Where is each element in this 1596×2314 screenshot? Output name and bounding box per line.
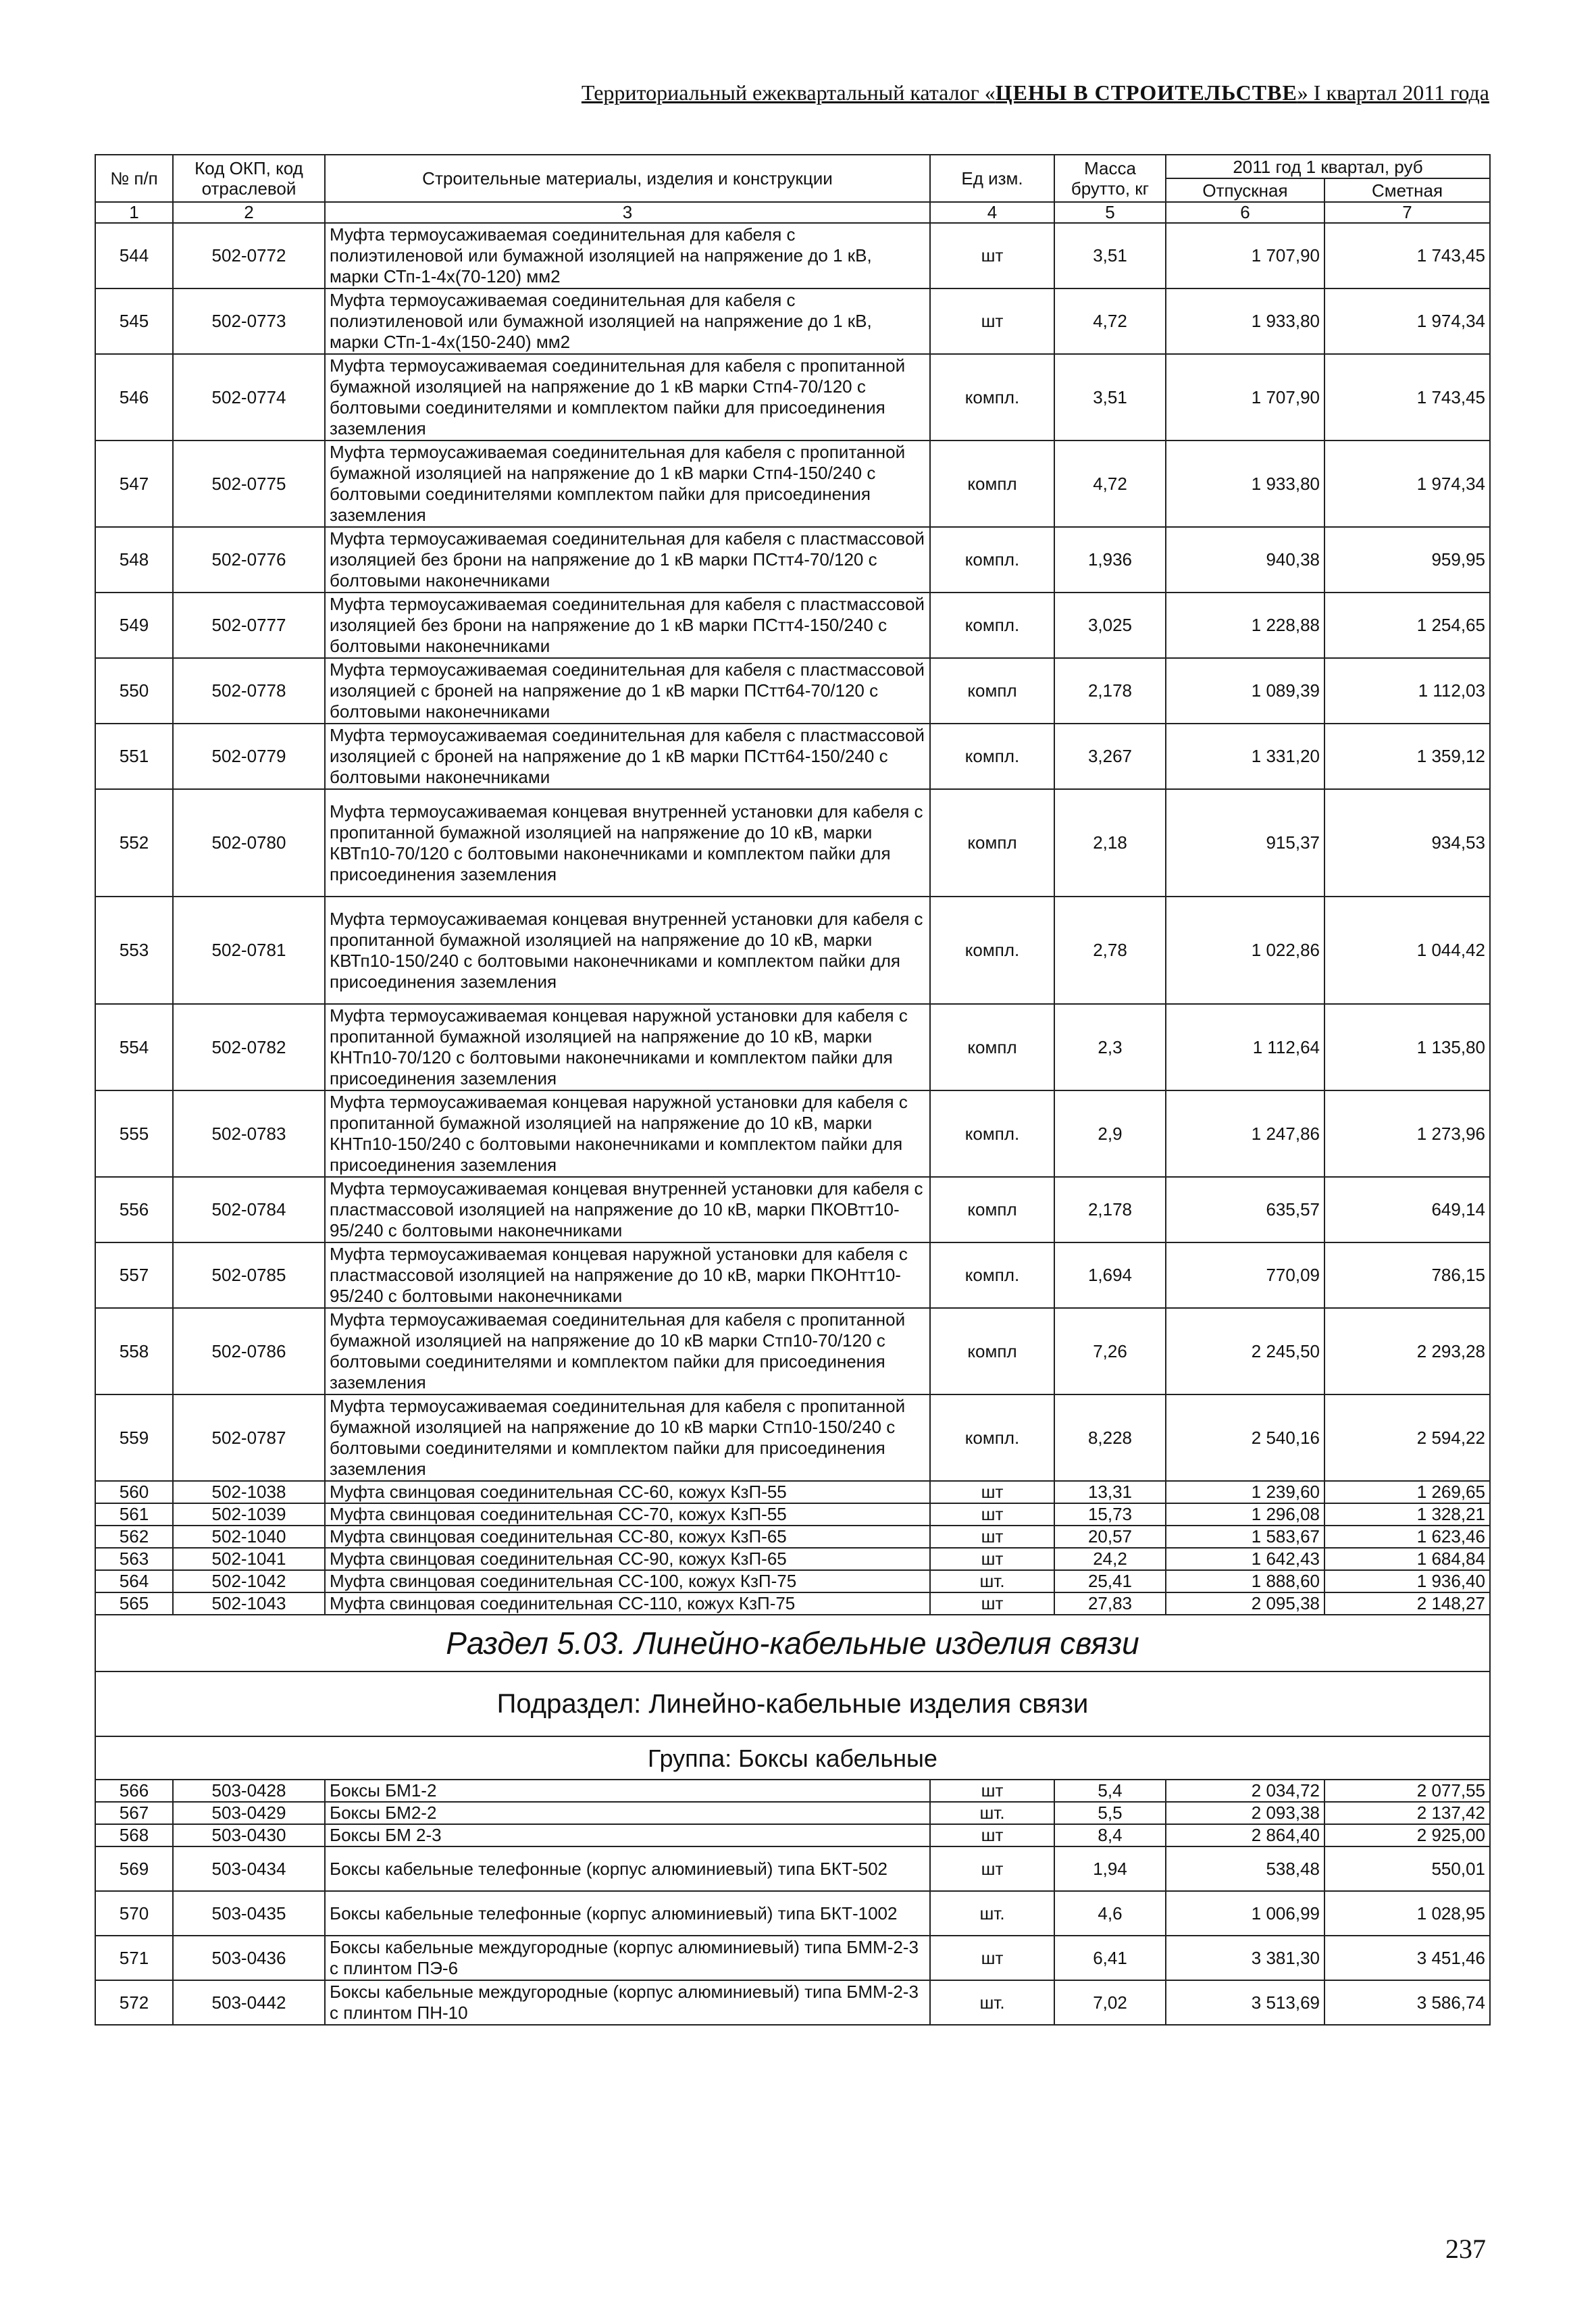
- cell-name: Боксы БМ2-2: [325, 1802, 930, 1824]
- cell-code: 502-1038: [173, 1481, 325, 1503]
- cell-name: Муфта свинцовая соединительная СС-80, кожух КзП-65: [325, 1526, 930, 1548]
- table-row: [95, 593, 1490, 658]
- cell-num: 559: [95, 1394, 173, 1481]
- cell-estimate: 934,53: [1324, 789, 1490, 897]
- cell-wholesale: 1 089,39: [1166, 658, 1324, 724]
- table-row: [95, 897, 1490, 1004]
- cell-wholesale: 2 034,72: [1166, 1780, 1324, 1802]
- table-row: [95, 288, 1490, 354]
- running-header: [95, 81, 1489, 104]
- cell-code: 502-0782: [173, 1004, 325, 1090]
- cell-name: Муфта термоусаживаемая соединительная для кабеля с пластмассовой изоляцией без брони на напряжение до 1 кВ марки ПСтт4-70/120 с болтовыми наконечниками: [325, 527, 930, 593]
- col-code-header: Код ОКП, код отраслевой: [173, 155, 325, 202]
- cell-code: 502-0779: [173, 724, 325, 789]
- cell-estimate: 1 684,84: [1324, 1548, 1490, 1570]
- col-wholesale-header: Отпускная: [1166, 178, 1324, 202]
- running-title-emph: ЦЕНЫ В СТРОИТЕЛЬСТВЕ: [995, 80, 1297, 105]
- cell-name: Муфта свинцовая соединительная СС-60, кожух КзП-55: [325, 1481, 930, 1503]
- cell-unit: шт: [930, 1780, 1054, 1802]
- cell-mass: 3,267: [1054, 724, 1166, 789]
- cell-mass: 5,5: [1054, 1802, 1166, 1824]
- cell-code: 503-0435: [173, 1891, 325, 1936]
- cell-name: Муфта термоусаживаемая соединительная для кабеля с пропитанной бумажной изоляцией на напряжение до 10 кВ марки Стп10-70/120 с болтовыми соединителями и комплектом пайки для присоединения заземления: [325, 1308, 930, 1394]
- table-row: [95, 527, 1490, 593]
- table-row: [95, 223, 1490, 288]
- cell-mass: 4,6: [1054, 1891, 1166, 1936]
- cell-num: 566: [95, 1780, 173, 1802]
- cell-unit: компл.: [930, 354, 1054, 441]
- cell-code: 502-0784: [173, 1177, 325, 1242]
- cell-estimate: 1 044,42: [1324, 897, 1490, 1004]
- cell-wholesale: 1 707,90: [1166, 223, 1324, 288]
- cell-mass: 15,73: [1054, 1503, 1166, 1526]
- cell-estimate: 1 273,96: [1324, 1090, 1490, 1177]
- col-name-header: Строительные материалы, изделия и конструкции: [325, 155, 930, 202]
- column-number: 5: [1054, 202, 1166, 223]
- cell-estimate: 1 112,03: [1324, 658, 1490, 724]
- col-price-group-header: 2011 год 1 квартал, руб: [1166, 155, 1490, 178]
- cell-estimate: 1 743,45: [1324, 223, 1490, 288]
- cell-mass: 3,025: [1054, 593, 1166, 658]
- table-row: [95, 1308, 1490, 1394]
- cell-num: 550: [95, 658, 173, 724]
- cell-wholesale: 2 864,40: [1166, 1824, 1324, 1846]
- cell-code: 502-0778: [173, 658, 325, 724]
- cell-name: Муфта термоусаживаемая соединительная для кабеля с пропитанной бумажной изоляцией на напряжение до 1 кВ марки Стп4-150/240 с болтовыми соединителями комплектом пайки для присоединения заземления: [325, 441, 930, 527]
- cell-wholesale: 538,48: [1166, 1846, 1324, 1891]
- cell-mass: 2,9: [1054, 1090, 1166, 1177]
- column-number-row: [95, 202, 1490, 223]
- cell-num: 560: [95, 1481, 173, 1503]
- section-title: Раздел 5.03. Линейно-кабельные изделия связи: [95, 1615, 1490, 1671]
- col-num-header: № п/п: [95, 155, 173, 202]
- cell-estimate: 649,14: [1324, 1177, 1490, 1242]
- cell-unit: компл: [930, 789, 1054, 897]
- cell-mass: 13,31: [1054, 1481, 1166, 1503]
- cell-unit: шт: [930, 223, 1054, 288]
- cell-wholesale: 1 933,80: [1166, 288, 1324, 354]
- table-row: [95, 441, 1490, 527]
- cell-num: 572: [95, 1980, 173, 2025]
- running-title-prefix: Территориальный ежеквартальный каталог «: [581, 80, 996, 105]
- cell-code: 502-0774: [173, 354, 325, 441]
- cell-num: 561: [95, 1503, 173, 1526]
- cell-code: 502-0772: [173, 223, 325, 288]
- cell-estimate: 1 328,21: [1324, 1503, 1490, 1526]
- cell-code: 502-0783: [173, 1090, 325, 1177]
- cell-unit: шт.: [930, 1802, 1054, 1824]
- subsection-row: [95, 1671, 1490, 1736]
- cell-code: 503-0430: [173, 1824, 325, 1846]
- cell-name: Муфта термоусаживаемая соединительная для кабеля с пропитанной бумажной изоляцией на напряжение до 10 кВ марки Стп10-150/240 с болтовыми соединителями и комплектом пайки для присоединения заземления: [325, 1394, 930, 1481]
- cell-estimate: 1 743,45: [1324, 354, 1490, 441]
- cell-num: 546: [95, 354, 173, 441]
- cell-num: 545: [95, 288, 173, 354]
- table-row: [95, 1242, 1490, 1308]
- table-row: [95, 724, 1490, 789]
- cell-mass: 2,178: [1054, 658, 1166, 724]
- cell-unit: компл.: [930, 1242, 1054, 1308]
- cell-name: Муфта термоусаживаемая соединительная для кабеля с пластмассовой изоляцией без брони на напряжение до 1 кВ марки ПСтт4-150/240 с болтовыми наконечниками: [325, 593, 930, 658]
- cell-num: 565: [95, 1592, 173, 1615]
- cell-estimate: 1 359,12: [1324, 724, 1490, 789]
- cell-wholesale: 635,57: [1166, 1177, 1324, 1242]
- cell-estimate: 1 936,40: [1324, 1570, 1490, 1592]
- cell-name: Муфта термоусаживаемая соединительная для кабеля с пластмассовой изоляцией с броней на напряжение до 1 кВ марки ПСтт64-70/120 с болтовыми наконечниками: [325, 658, 930, 724]
- cell-num: 564: [95, 1570, 173, 1592]
- table-row: [95, 1824, 1490, 1846]
- cell-name: Муфта термоусаживаемая соединительная для кабеля с пластмассовой изоляцией с броней на напряжение до 1 кВ марки ПСтт64-150/240 с болтовыми наконечниками: [325, 724, 930, 789]
- cell-wholesale: 1 247,86: [1166, 1090, 1324, 1177]
- table-row: [95, 1004, 1490, 1090]
- cell-name: Муфта свинцовая соединительная СС-90, кожух КзП-65: [325, 1548, 930, 1570]
- cell-name: Боксы кабельные телефонные (корпус алюминиевый) типа БКТ-502: [325, 1846, 930, 1891]
- cell-wholesale: 1 583,67: [1166, 1526, 1324, 1548]
- cell-wholesale: 1 006,99: [1166, 1891, 1324, 1936]
- cell-estimate: 3 586,74: [1324, 1980, 1490, 2025]
- cell-unit: компл: [930, 1004, 1054, 1090]
- table-row: [95, 1936, 1490, 1980]
- table-row: [95, 1548, 1490, 1570]
- cell-unit: компл: [930, 1177, 1054, 1242]
- cell-name: Муфта термоусаживаемая концевая наружной установки для кабеля с пластмассовой изоляцией на напряжение до 10 кВ, марки ПКОНтт10-95/240 с болтовыми наконечниками: [325, 1242, 930, 1308]
- cell-mass: 4,72: [1054, 441, 1166, 527]
- cell-mass: 1,936: [1054, 527, 1166, 593]
- cell-unit: компл: [930, 441, 1054, 527]
- cell-estimate: 1 974,34: [1324, 288, 1490, 354]
- price-catalog-table: [95, 154, 1491, 2026]
- cell-num: 557: [95, 1242, 173, 1308]
- cell-wholesale: 1 296,08: [1166, 1503, 1324, 1526]
- col-mass-header: Масса брутто, кг: [1054, 155, 1166, 202]
- cell-mass: 1,694: [1054, 1242, 1166, 1308]
- cell-mass: 4,72: [1054, 288, 1166, 354]
- section-row: [95, 1615, 1490, 1671]
- table-row: [95, 1891, 1490, 1936]
- table-row: [95, 658, 1490, 724]
- cell-unit: компл.: [930, 897, 1054, 1004]
- cell-estimate: 3 451,46: [1324, 1936, 1490, 1980]
- cell-estimate: 959,95: [1324, 527, 1490, 593]
- group-row: [95, 1736, 1490, 1780]
- cell-code: 502-1042: [173, 1570, 325, 1592]
- cell-mass: 1,94: [1054, 1846, 1166, 1891]
- cell-code: 503-0442: [173, 1980, 325, 2025]
- cell-wholesale: 915,37: [1166, 789, 1324, 897]
- cell-code: 502-0780: [173, 789, 325, 897]
- cell-mass: 8,4: [1054, 1824, 1166, 1846]
- cell-code: 502-0787: [173, 1394, 325, 1481]
- cell-wholesale: 1 642,43: [1166, 1548, 1324, 1570]
- cell-mass: 3,51: [1054, 354, 1166, 441]
- cell-mass: 6,41: [1054, 1936, 1166, 1980]
- cell-code: 502-0785: [173, 1242, 325, 1308]
- cell-name: Муфта свинцовая соединительная СС-110, кожух КзП-75: [325, 1592, 930, 1615]
- cell-code: 503-0436: [173, 1936, 325, 1980]
- cell-unit: компл: [930, 658, 1054, 724]
- cell-code: 502-0781: [173, 897, 325, 1004]
- cell-code: 503-0434: [173, 1846, 325, 1891]
- cell-num: 551: [95, 724, 173, 789]
- cell-unit: шт: [930, 1824, 1054, 1846]
- cell-unit: шт: [930, 1846, 1054, 1891]
- cell-name: Боксы кабельные междугородные (корпус алюминиевый) типа БММ-2-3 с плинтом ПН-10: [325, 1980, 930, 2025]
- column-number: 2: [173, 202, 325, 223]
- running-title-suffix: » I квартал 2011 года: [1297, 80, 1489, 105]
- cell-unit: компл.: [930, 1090, 1054, 1177]
- cell-num: 563: [95, 1548, 173, 1570]
- cell-unit: компл.: [930, 1394, 1054, 1481]
- cell-num: 554: [95, 1004, 173, 1090]
- cell-num: 552: [95, 789, 173, 897]
- cell-code: 502-0786: [173, 1308, 325, 1394]
- cell-unit: компл: [930, 1308, 1054, 1394]
- cell-mass: 2,3: [1054, 1004, 1166, 1090]
- table-row: [95, 1177, 1490, 1242]
- cell-name: Муфта термоусаживаемая концевая наружной установки для кабеля с пропитанной бумажной изоляцией на напряжение до 10 кВ, марки КНТп10-150/240 с болтовыми наконечниками и комплектом пайки для присоединения заземления: [325, 1090, 930, 1177]
- cell-name: Муфта свинцовая соединительная СС-100, кожух КзП-75: [325, 1570, 930, 1592]
- cell-num: 570: [95, 1891, 173, 1936]
- cell-estimate: 786,15: [1324, 1242, 1490, 1308]
- cell-num: 547: [95, 441, 173, 527]
- cell-name: Муфта свинцовая соединительная СС-70, кожух КзП-55: [325, 1503, 930, 1526]
- cell-wholesale: 2 540,16: [1166, 1394, 1324, 1481]
- cell-unit: шт: [930, 1548, 1054, 1570]
- cell-unit: шт.: [930, 1891, 1054, 1936]
- cell-mass: 27,83: [1054, 1592, 1166, 1615]
- cell-num: 555: [95, 1090, 173, 1177]
- column-number: 7: [1324, 202, 1490, 223]
- cell-wholesale: 2 095,38: [1166, 1592, 1324, 1615]
- column-number: 4: [930, 202, 1054, 223]
- column-number: 6: [1166, 202, 1324, 223]
- cell-code: 502-1041: [173, 1548, 325, 1570]
- cell-code: 502-1043: [173, 1592, 325, 1615]
- cell-name: Боксы кабельные междугородные (корпус алюминиевый) типа БММ-2-3 с плинтом ПЭ-6: [325, 1936, 930, 1980]
- col-unit-header: Ед изм.: [930, 155, 1054, 202]
- cell-mass: 3,51: [1054, 223, 1166, 288]
- cell-estimate: 2 077,55: [1324, 1780, 1490, 1802]
- cell-code: 502-1039: [173, 1503, 325, 1526]
- cell-wholesale: 1 331,20: [1166, 724, 1324, 789]
- cell-code: 502-0775: [173, 441, 325, 527]
- cell-code: 503-0429: [173, 1802, 325, 1824]
- cell-wholesale: 3 513,69: [1166, 1980, 1324, 2025]
- cell-wholesale: 1 933,80: [1166, 441, 1324, 527]
- table-row: [95, 1526, 1490, 1548]
- cell-num: 548: [95, 527, 173, 593]
- cell-num: 568: [95, 1824, 173, 1846]
- cell-wholesale: 3 381,30: [1166, 1936, 1324, 1980]
- cell-estimate: 550,01: [1324, 1846, 1490, 1891]
- cell-mass: 2,18: [1054, 789, 1166, 897]
- cell-unit: компл.: [930, 724, 1054, 789]
- cell-code: 502-1040: [173, 1526, 325, 1548]
- cell-num: 556: [95, 1177, 173, 1242]
- cell-wholesale: 1 239,60: [1166, 1481, 1324, 1503]
- cell-wholesale: 2 245,50: [1166, 1308, 1324, 1394]
- cell-mass: 7,26: [1054, 1308, 1166, 1394]
- cell-name: Муфта термоусаживаемая концевая внутренней установки для кабеля с пропитанной бумажной изоляцией на напряжение до 10 кВ, марки КВТп10-70/120 с болтовыми наконечниками и комплектом пайки для присоединения заземления: [325, 789, 930, 897]
- cell-mass: 5,4: [1054, 1780, 1166, 1802]
- table-row: [95, 1481, 1490, 1503]
- table-row: [95, 1846, 1490, 1891]
- cell-unit: шт: [930, 1481, 1054, 1503]
- cell-name: Боксы кабельные телефонные (корпус алюминиевый) типа БКТ-1002: [325, 1891, 930, 1936]
- col-estimate-header: Сметная: [1324, 178, 1490, 202]
- cell-num: 567: [95, 1802, 173, 1824]
- cell-estimate: 2 293,28: [1324, 1308, 1490, 1394]
- table-row: [95, 1570, 1490, 1592]
- cell-unit: компл.: [930, 593, 1054, 658]
- cell-wholesale: 1 888,60: [1166, 1570, 1324, 1592]
- cell-wholesale: 2 093,38: [1166, 1802, 1324, 1824]
- cell-unit: шт.: [930, 1980, 1054, 2025]
- cell-num: 558: [95, 1308, 173, 1394]
- cell-wholesale: 1 022,86: [1166, 897, 1324, 1004]
- cell-estimate: 1 135,80: [1324, 1004, 1490, 1090]
- table-row: [95, 1090, 1490, 1177]
- cell-name: Боксы БМ 2-3: [325, 1824, 930, 1846]
- table-row: [95, 789, 1490, 897]
- cell-unit: шт: [930, 288, 1054, 354]
- cell-estimate: 1 269,65: [1324, 1481, 1490, 1503]
- cell-name: Муфта термоусаживаемая концевая внутренней установки для кабеля с пластмассовой изоляцией на напряжение до 10 кВ, марки ПКОВтт10-95/240 с болтовыми наконечниками: [325, 1177, 930, 1242]
- cell-wholesale: 770,09: [1166, 1242, 1324, 1308]
- cell-name: Муфта термоусаживаемая концевая внутренней установки для кабеля с пропитанной бумажной изоляцией на напряжение до 10 кВ, марки КВТп10-150/240 с болтовыми наконечниками и комплектом пайки для присоединения заземления: [325, 897, 930, 1004]
- cell-name: Муфта термоусаживаемая соединительная для кабеля с полиэтиленовой или бумажной изоляцией на напряжение до 1 кВ, марки СТп-1-4х(70-120) мм2: [325, 223, 930, 288]
- cell-estimate: 1 974,34: [1324, 441, 1490, 527]
- cell-unit: шт: [930, 1936, 1054, 1980]
- cell-name: Муфта термоусаживаемая соединительная для кабеля с пропитанной бумажной изоляцией на напряжение до 1 кВ марки Стп4-70/120 с болтовыми соединителями и комплектом пайки для присоединения заземления: [325, 354, 930, 441]
- cell-estimate: 1 028,95: [1324, 1891, 1490, 1936]
- cell-unit: компл.: [930, 527, 1054, 593]
- cell-name: Муфта термоусаживаемая концевая наружной установки для кабеля с пропитанной бумажной изоляцией на напряжение до 10 кВ, марки КНТп10-70/120 с болтовыми наконечниками и комплектом пайки для присоединения заземления: [325, 1004, 930, 1090]
- header-row: [95, 155, 1490, 178]
- table-row: [95, 1592, 1490, 1615]
- cell-mass: 2,78: [1054, 897, 1166, 1004]
- cell-code: 503-0428: [173, 1780, 325, 1802]
- cell-estimate: 2 925,00: [1324, 1824, 1490, 1846]
- table-row: [95, 1394, 1490, 1481]
- cell-name: Боксы БМ1-2: [325, 1780, 930, 1802]
- cell-num: 562: [95, 1526, 173, 1548]
- cell-estimate: 1 254,65: [1324, 593, 1490, 658]
- cell-code: 502-0776: [173, 527, 325, 593]
- table-row: [95, 1980, 1490, 2025]
- cell-unit: шт: [930, 1503, 1054, 1526]
- cell-wholesale: 940,38: [1166, 527, 1324, 593]
- page-number: 237: [1445, 2234, 1486, 2264]
- cell-num: 569: [95, 1846, 173, 1891]
- cell-code: 502-0777: [173, 593, 325, 658]
- group-title: Группа: Боксы кабельные: [95, 1736, 1490, 1780]
- cell-estimate: 2 148,27: [1324, 1592, 1490, 1615]
- column-number: 1: [95, 202, 173, 223]
- cell-mass: 25,41: [1054, 1570, 1166, 1592]
- cell-mass: 2,178: [1054, 1177, 1166, 1242]
- cell-num: 544: [95, 223, 173, 288]
- cell-name: Муфта термоусаживаемая соединительная для кабеля с полиэтиленовой или бумажной изоляцией на напряжение до 1 кВ, марки СТп-1-4х(150-240) мм2: [325, 288, 930, 354]
- subsection-title: Подраздел: Линейно-кабельные изделия связи: [95, 1671, 1490, 1736]
- table-row: [95, 1503, 1490, 1526]
- cell-mass: 20,57: [1054, 1526, 1166, 1548]
- cell-num: 553: [95, 897, 173, 1004]
- cell-mass: 7,02: [1054, 1980, 1166, 2025]
- table-row: [95, 354, 1490, 441]
- cell-mass: 24,2: [1054, 1548, 1166, 1570]
- cell-wholesale: 1 112,64: [1166, 1004, 1324, 1090]
- cell-wholesale: 1 228,88: [1166, 593, 1324, 658]
- cell-num: 571: [95, 1936, 173, 1980]
- cell-unit: шт.: [930, 1570, 1054, 1592]
- cell-unit: шт: [930, 1592, 1054, 1615]
- cell-estimate: 2 594,22: [1324, 1394, 1490, 1481]
- column-number: 3: [325, 202, 930, 223]
- cell-estimate: 1 623,46: [1324, 1526, 1490, 1548]
- cell-wholesale: 1 707,90: [1166, 354, 1324, 441]
- cell-mass: 8,228: [1054, 1394, 1166, 1481]
- table-row: [95, 1802, 1490, 1824]
- cell-num: 549: [95, 593, 173, 658]
- table-row: [95, 1780, 1490, 1802]
- cell-estimate: 2 137,42: [1324, 1802, 1490, 1824]
- cell-code: 502-0773: [173, 288, 325, 354]
- cell-unit: шт: [930, 1526, 1054, 1548]
